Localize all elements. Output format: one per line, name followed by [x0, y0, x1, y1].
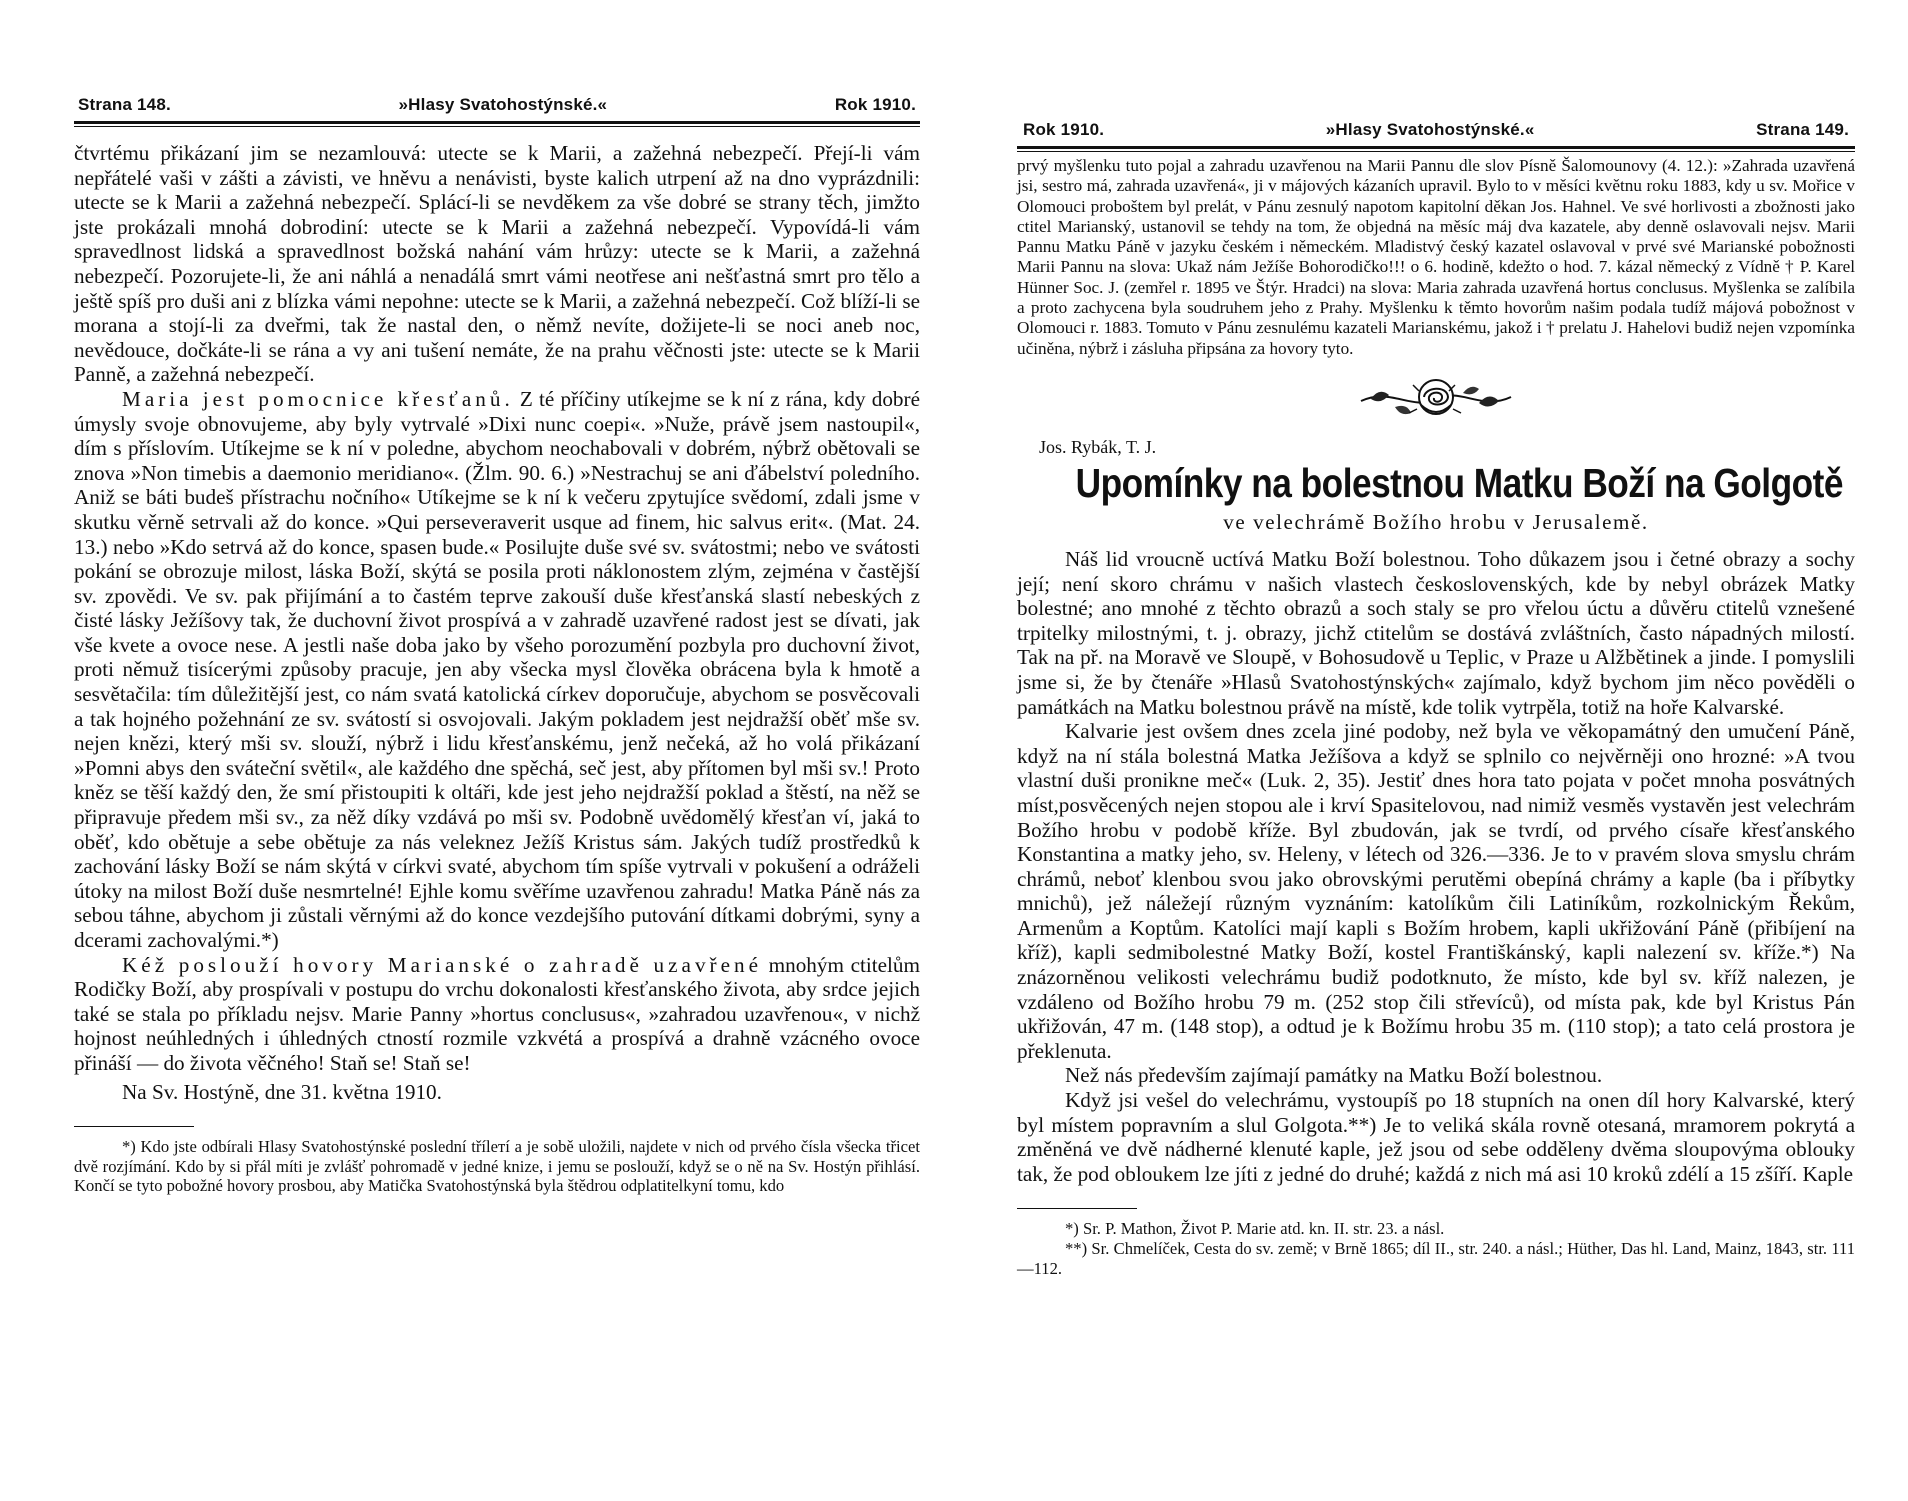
right-header-rule: [1017, 146, 1855, 149]
left-page: [74, 0, 920, 1196]
left-footnote-rule: [74, 1126, 194, 1127]
article-byline: Jos. Rybák, T. J.: [1039, 436, 1157, 457]
right-paragraph-4: Když jsi vešel do velechrámu, vystoupíš po 18 stupních na onen díl hory Kalvarské, který byl místem popravním a slul Golgota.**) Je to veliká skála rovně otesaná, mramorem pokrytá a změněná ve dvě nádherné klenuté kaple, jež jsou od sebe odděleny dvěma sloupovýma oblouky tak, že pod obloukem lze jíti z jedné do druhé; každá z nich má asi 10 kroků zdélí a 15 zšíří. Kaple: [1017, 1088, 1855, 1186]
right-page: [1017, 0, 1855, 1278]
left-paragraph-2-text: Z té příčiny utíkejme se k ní z rána, kdy dobré úmysly svoje obnovujeme, aby byly vytrvalé »Dixi nunc coepi«. »Nuže, právě jsem nastoupil«, dím s příslovím. Utíkejme se k ní v poledne, abychom neochabovali v dobrém, nýbrž obětovali se znova »Non timebis a daemonio meridiano«. (Žlm. 90. 6.) »Nestrachuj se ani ďábelství poledního. Aniž se báti budeš přístrachu nočního« Utíkejme se k ní k večeru zpytujíce svědomí, zdali jsme v skutku věrně setrvali až do konce. »Qui perseveraverit usque ad finem, hic salvus erit«. (Mat. 24. 13.) nebo »Kdo setrvá až do konce, spasen bude.« Posilujte duše své sv. svátostmi; nebo ve svátosti pokání se obrozuje milost, láska Boží, skýtá se posila proti náklonostem zlým, zejména v častější sv. zpovědi. Ve sv. pak přijímání a to častém teprve zakouší duše křesťanská slastí nebeských z čisté lásky Ježíšovy tak, že duchovní život prospívá a v zahradě uzavřené radost jest se dívati, jak vše kvete a ovoce nese. A jestli naše doba jako by všeho porozumění pozbyla pro duchovní život, proti němuž tisícerými způsoby pracuje, jen aby všecka mysl člověka obrácena byla k hmotě a sesvětačila: tím důležitější jest, co nám svatá katolická církev doporučuje, abychom se posvěcovali a tak hojného požehnání ze sv. svátostí si osvojovali. Jakým pokladem jest nejdražší oběť mše sv. nejen knězi, který mši sv. slouží, nýbrž i lidu křesťanskému, jenž nečeká, až ho volá přikázaní »Pomni abys den sváteční světil«, ale každého dne spěchá, seč jest, aby přítomen byl mši sv.! Proto kněz se těší každý den, že smí přistoupiti k oltáři, kde jest jeho nejdražší poklad a štěstí, na něž se připravuje předem mši sv., za něž díky vzdává po mši sv. Podobně uvědomělý křesťan ví, jaká to oběť, kdo obětuje a sebe obětuje za nás veleknez Ježíš Kristus sám. Jakých tudíž prostředků k zachování lásky Boží se nám skýtá v církvi svaté, abychom tím spíše vytrvali v pokušení a odráželi útoky na milost Boží duše nesmrtelné! Ejhle komu svěříme uzavřenou zahradu! Matka Páně nás za sebou táhne, abychom ji zůstali věrnými až do konce vezdejšího putování dítkami dobrými, syny a dcerami zachovalými.*): [74, 386, 920, 952]
article-subtitle: ve velechrámě Božího hrobu v Jerusalemě.: [1223, 509, 1649, 534]
rose-ornament-icon: [1351, 367, 1521, 429]
left-paragraph-3-text: mnohým ctitelům Rodičky Boží, aby prospívali v postupu do vrchu dokonalosti křesťanského života, aby srdce jejich také se stala po příkladu nejsv. Marie Panny »hortus conclusus«, »zahradou uzavřenou«, v nichž hojnost neúhledných i úhledných ctností rozmile vzkvétá a prospívá a drahně vzácného ovoce přináší — do života věčného! Staň se! Staň se!: [74, 952, 921, 1075]
right-periodical-title: »Hlasy Svatohostýnské.«: [1325, 120, 1535, 139]
left-header-rule-thin: [74, 126, 920, 127]
right-footnote-2: **) Sr. Chmelíček, Cesta do sv. země; v Brně 1865; díl II., str. 240. a násl.; Hüther, Das hl. Land, Mainz, 1843, str. 111—112.: [1017, 1239, 1855, 1278]
right-paragraph-2: Kalvarie jest ovšem dnes zcela jiné podoby, než byla ve věkopamátný den umučení Páně, když na ní stála bolestná Matka Ježíšova a když se splnilo co nejvěrněji ono hrozné: »A tvou vlastní duši pronikne meč« (Luk. 2, 35). Jestiť dnes hora tato pojata v počet mnoha posvátných míst,posvěcených nejen stopou ale i krví Spasitelovou, nad nimiž vesměs vystavěn jest velechrám Božího hrobu v podobě kříže. Byl zbudován, jak se tvrdí, od prvého císaře křesťanského Konstantina a matky jeho, sv. Heleny, v létech od 326.—336. Je to v pravém slova smyslu chrám chrámů, neboť klenbou svou jako obrovskými perutěmi obepíná chrámy a kaple (ba i příbytky mnichů), jež náležejí různým vyznáním: katolíkům čili Latiníkům, rozkolnickým Řekům, Armenům a Koptům. Katolíci mají kapli s Božím hrobem, kapli ukřižování Páně (přibíjení na kříž), kapli sedmibolestné Matky Boží, kostel Františkánský, kapli nalezení sv. kříže.*) Na znázorněnou velikosti velechrámu budiž podotknuto, že místo, kde byl sv. kříž nalezen, je vzdáleno od Božího hrobu 79 m. (252 stop čili střevíců), od místa pak, kde byl Kristus Pán ukřižován, 47 m. (148 stop), a odtud je k Božímu hrobu 35 m. (110 stop); a tato celá prostora je překlenuta.: [1017, 719, 1855, 1063]
right-paragraph-1: Náš lid vroucně uctívá Matku Boží bolestnou. Toho důkazem jsou i četné obrazy a sochy její; není skoro chrámu v našich vlastech československých, kde by nebyl obrázek Matky bolestné; ano mnohé z těchto obrazů a soch staly se pro vřelou úctu a důvěru ctitelů vznešené trpitelky milostnými, t. j. obrazy, jichž ctitelům se dostává zvláštních, často nápadných milostí. Tak na př. na Moravě ve Sloupě, v Bohosudově u Teplic, v Praze u Alžbětinek a jinde. I pomyslili jsme si, že by čtenáře »Hlasů Svatohostýnských« zajímalo, když bychom jim něco pověděli o památkách na Matku bolestnou právě na místě, kde tolik vytrpěla, totiž na hoře Kalvarské.: [1017, 546, 1855, 719]
right-intro-paragraph: prvý myšlenku tuto pojal a zahradu uzavřenou na Marii Pannu dle slov Písně Šalomounovy (4. 12.): »Zahrada uzavřená jsi, sestro má, zahrada uzavřená«, ji v májových kázaních upravil. Bylo to v měsíci květnu roku 1883, kdy u sv. Mořice v Olomouci proboštem byl prelát, v Pánu zesnulý napotom kapitolní děkan Jos. Hahnel. Ve své horlivosti a zbožnosti jako ctitel Marianský, ustanovil se tehdy na tom, že objedná na měsíc máj dva kazatele, aby denně oslavovali nejsv. Marii Pannu Matku Páně v jazyku českém i německém. Mladistvý český kazatel oslavoval v prvé své Marianské pobožnosti Marii Pannu na slova: Ukaž nám Ježíše Bohorodičko!!! o 6. hodině, kdežto o hod. 7. kázal německý z Vídně † P. Karel Hünner Soc. J. (zemřel r. 1895 ve Štýr. Hradci) na slova: Maria zahrada uzavřená hortus conclusus. Myšlenka se zalíbila a proto zachycena byla soudruhem jeho z Prahy. Myšlenku k těmto hovorům našim podala tudíž májová pobožnost v Olomouci r. 1883. Tomuto v Pánu zesnulému kazateli Marianskému, jakož i † prelatu J. Hahelovi budiž nejen vzpomínka učiněna, nýbrž i zásluha připsána za hovory tyto.: [1017, 156, 1855, 358]
left-page-number: Strana 148.: [78, 95, 171, 114]
right-year: Rok 1910.: [1023, 120, 1105, 139]
right-footnote-rule: [1017, 1208, 1137, 1209]
right-intro-block: [1017, 156, 1855, 359]
right-header-rule-thin: [1017, 151, 1855, 152]
left-footnote: *) Kdo jste odbírali Hlasy Svatohostýnské poslední třílетí a je sobě uložili, najdete v nich od prvého čísla všecka třicet dvě rozjímání. Kdo by si přál míti je zvlášť pohromadě v jedné knize, i jemu se poslouží, když se o ně na Sv. Hostýn přihlásí. Končí se tyto pobožné hovory prosbou, aby Matička Svatohostýnská byla štědrou odplatitelkyní tomu, kdo: [74, 1137, 920, 1196]
right-footnotes: [1017, 1219, 1855, 1278]
right-footnote-1: *) Sr. P. Mathon, Život P. Marie atd. kn. II. str. 23. a násl.: [1065, 1219, 1445, 1239]
right-running-head: [1017, 120, 1855, 140]
right-paragraph-3: Než nás především zajímají památky na Matku Boží bolestnou.: [1065, 1063, 1603, 1088]
right-page-number: Strana 149.: [1756, 120, 1849, 139]
left-signature-line: Na Sv. Hostýně, dne 31. května 1910.: [122, 1079, 442, 1104]
left-paragraph-2: [74, 387, 920, 953]
left-paragraph-2-lead: Maria jest pomocnice křesťanů.: [122, 386, 514, 411]
right-body: [1017, 547, 1855, 1186]
rose-ornament: [1017, 367, 1855, 429]
article-title: Upomínky na bolestnou Matku Boží na Golgotě: [1075, 459, 1843, 506]
left-paragraph-3: [74, 953, 920, 1076]
left-running-head: [74, 95, 920, 115]
left-footnotes: [74, 1137, 920, 1196]
left-header-rule: [74, 121, 920, 124]
left-paragraph-1: čtvrtému přikázaní jim se nezamlouvá: utecte se k Marii, a zažehná nebezpečí. Přejí-li vám nepřátelé vaši v zášti a závisti, ve hněvu a nenávisti, byste kalich utrpení až na dno vyprázdnili: utecte se k Marii a zažehná nebezpečí. Splácí-li se nevděkem za vše dobré se strany těch, jimžto jste prokázali mnohá dobrodiní: utecte se k Marii a zažehná nebezpečí. Vypovídá-li vám spravedlnost lidská a spravedlnost božská nahání vám hrůzy: utecte se k Marii, a zažehná nebezpečí. Pozorujete-li, že ani náhlá a nenadálá smrt vámi neotřese ani nešťastná smrt pro tělo a ještě spíš pro duši ani z blízka vámi nepohne: utecte se k Marii, a zažehná nebezpečí. Což blíží-li se morana a stojí-li za dveřmi, tak že nastal den, o němž nevíte, dožijete-li se noci aneb noc, nevědouce, dočkáte-li se rána a vy ani tušení nemáte, že na prahu věčnosti jste: utecte se k Marii Panně, a zažehná nebezpečí.: [74, 141, 920, 387]
left-periodical-title: »Hlasy Svatohostýnské.«: [398, 95, 608, 114]
left-paragraph-3-lead: Kéž poslouží hovory Marianské o zahradě uzavřené: [122, 952, 762, 977]
left-year: Rok 1910.: [834, 95, 916, 114]
left-body: [74, 141, 920, 1104]
